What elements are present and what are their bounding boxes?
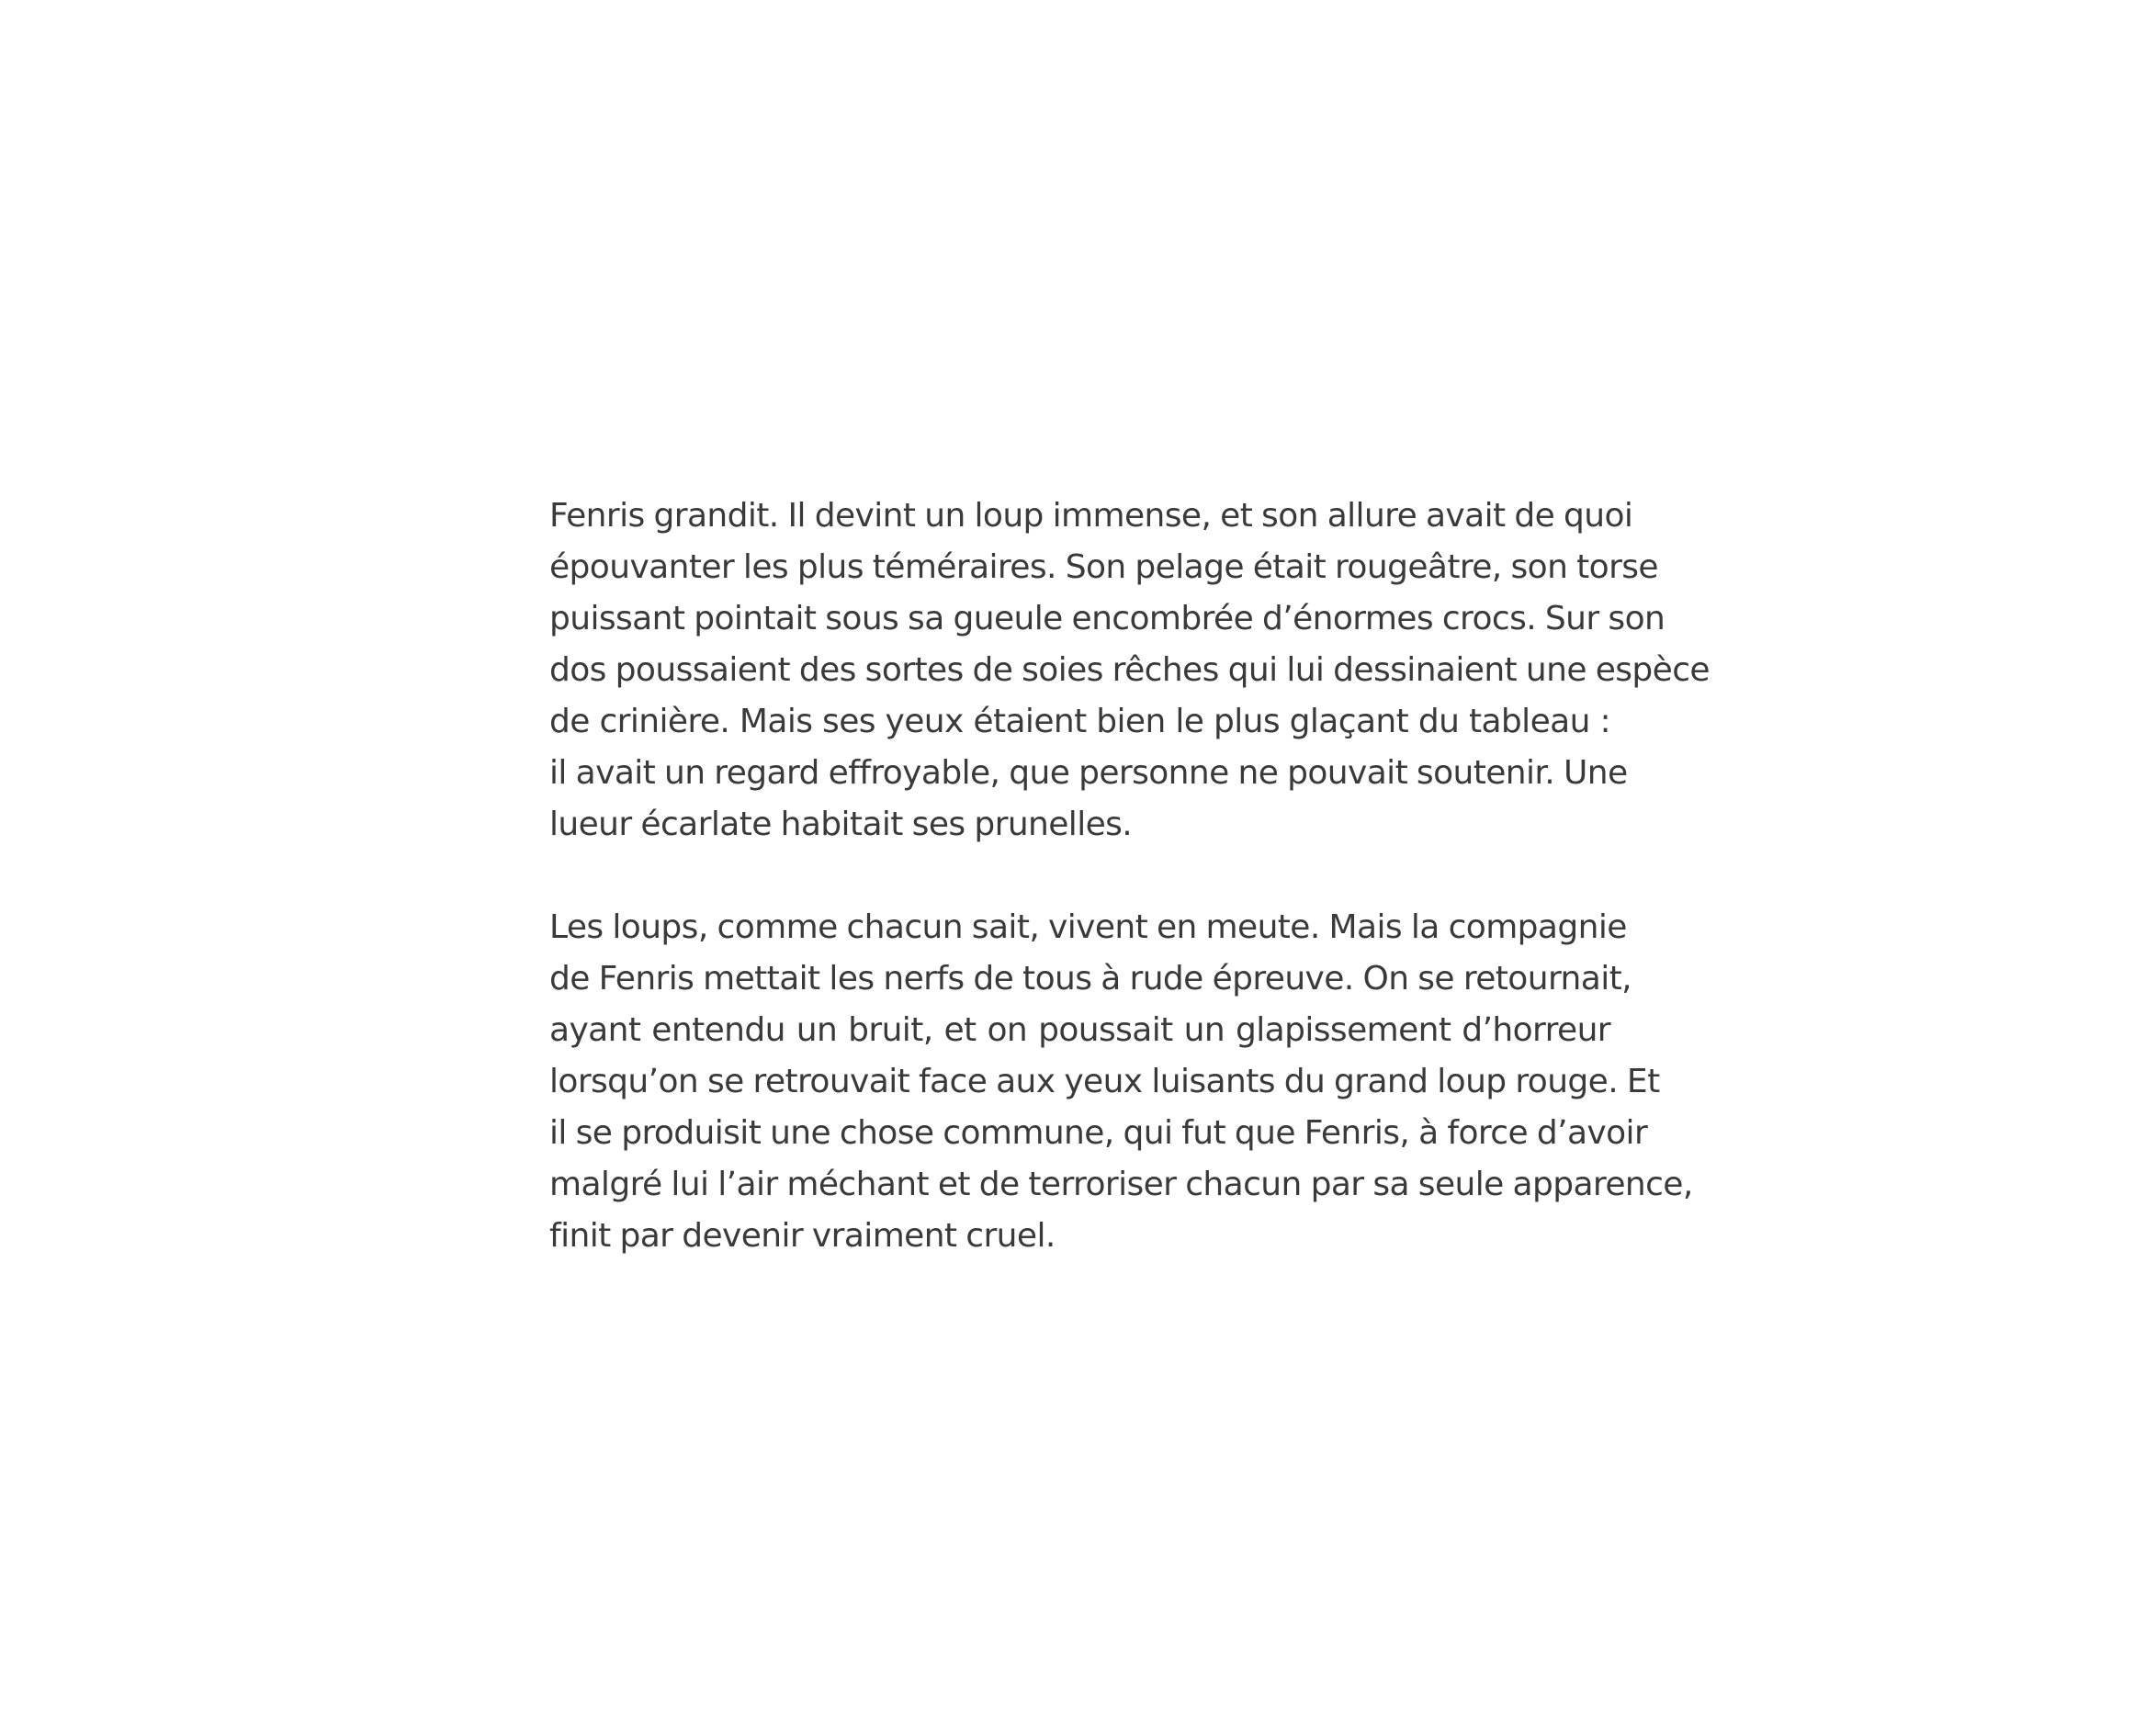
text-line: il avait un regard effroyable, que personne ne pouvait soutenir. Une — [549, 754, 1628, 792]
text-line: puissant pointait sous sa gueule encombrée d’énormes crocs. Sur son — [549, 600, 1665, 637]
paragraph-1 — [549, 490, 1710, 851]
text-line: finit par devenir vraiment cruel. — [549, 1217, 1056, 1255]
text-line: il se produisit une chose commune, qui fut que Fenris, à force d’avoir — [549, 1114, 1648, 1152]
text-line: épouvanter les plus téméraires. Son pelage était rougeâtre, son torse — [549, 548, 1658, 586]
text-line: dos poussaient des sortes de soies rêches qui lui dessinaient une espèce — [549, 651, 1710, 689]
paragraph-2 — [549, 902, 1693, 1262]
text-line: lorsqu’on se retrouvait face aux yeux luisants du grand loup rouge. Et — [549, 1063, 1660, 1100]
text-line: malgré lui l’air méchant et de terroriser chacun par sa seule apparence, — [549, 1166, 1693, 1203]
text-line: de crinière. Mais ses yeux étaient bien le plus glaçant du tableau : — [549, 703, 1610, 740]
text-line: Les loups, comme chacun sait, vivent en meute. Mais la compagnie — [549, 908, 1627, 946]
text-line: lueur écarlate habitait ses prunelles. — [549, 806, 1133, 843]
body-text — [549, 490, 1710, 1262]
text-line: ayant entendu un bruit, et on poussait un glapissement d’horreur — [549, 1011, 1610, 1049]
text-line: de Fenris mettait les nerfs de tous à rude épreuve. On se retournait, — [549, 960, 1632, 998]
text-line: Fenris grandit. Il devint un loup immense, et son allure avait de quoi — [549, 497, 1633, 535]
